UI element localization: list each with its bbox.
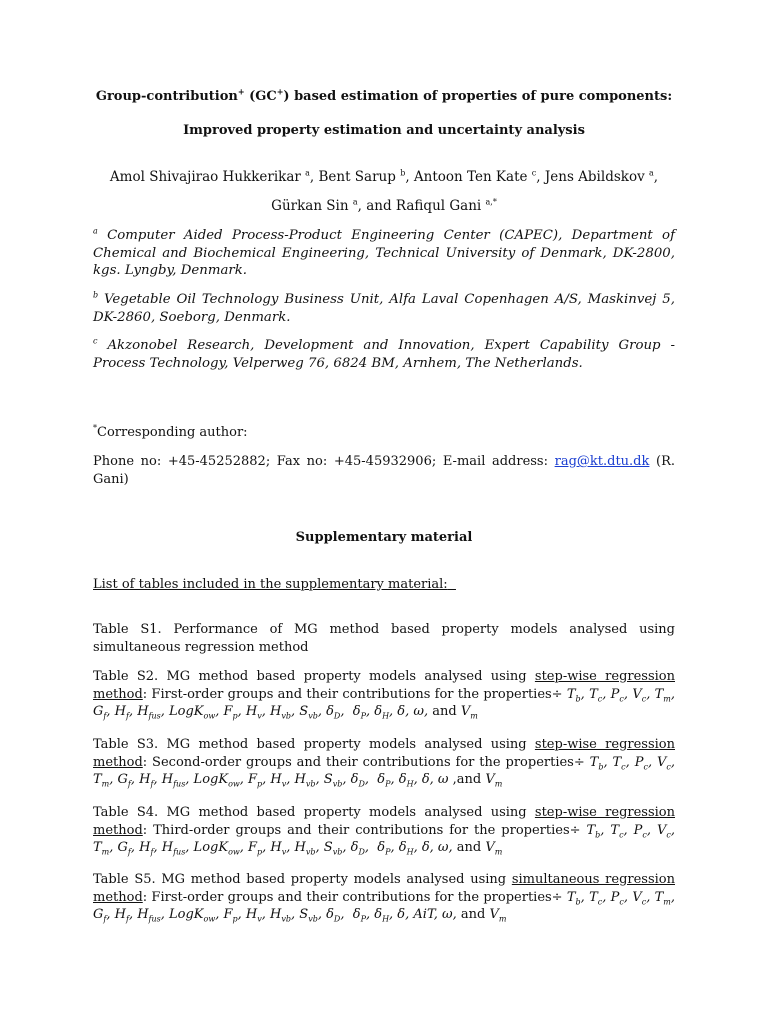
corresponding-author-label: *Corresponding author:: [93, 423, 248, 440]
table-s2-entry: Table S2. MG method based property models analysed using step-wise regression method: First-order groups and their contributions for the properties÷ $T_b$, $T_c$, $P_c$, $V_c$, $T_m$, $G_f$, $H_f$, $H_{fus}$, LogK$_{ow}$, $F_p$, $H_v$, $H_{vb}$, $S_{vb}$, $\delta_D$, $\delta_P$, $\delta_H$, δ, ω, and $V_m$: [93, 669, 676, 721]
table-s5-entry: Table S5. MG method based property models analysed using simultaneous regression method: First-order groups and their contributions for the properties÷ $T_b$, $T_c$, $P_c$, $V_c$, $T_m$, $G_f$, $H_f$, $H_{fus}$, LogK$_{ow}$, $F_p$, $H_v$, $H_{vb}$, $S_{vb}$, $\delta_D$, $\delta_P$, $\delta_H$, δ, AiT, ω, and $V_m$: [93, 872, 676, 924]
affiliation-b: $^b$ Vegetable Oil Technology Business Unit, Alfa Laval Copenhagen A/S, Maskinvej 5, DK-2860, Soeborg, Denmark.: [93, 290, 675, 325]
email-link[interactable]: rag@kt.dtu.dk: [554, 454, 650, 469]
affiliation-c: $^c$ Akzonobel Research, Development and Innovation, Expert Capability Group - Process Technology, Velperweg 76, 6824 BM, Arnhem, The Netherlands.: [93, 336, 675, 371]
table-s1-entry: Table S1. Performance of MG method based property models analysed using simultaneous regression method: [93, 622, 675, 655]
supplementary-heading: Supplementary material: [295, 530, 473, 545]
author-list-line2: Gürkan Sin $^a$, and Rafiqul Gani $^{a,*}$: [271, 197, 497, 214]
paper-title-line2: Improved property estimation and uncertainty analysis: [183, 123, 585, 138]
table-list-heading: List of tables included in the supplementary material:: [93, 577, 448, 592]
paper-title-line1: Group-contribution+ (GC+) based estimation of properties of pure components:: [95, 86, 673, 104]
author-list-line1: Amol Shivajirao Hukkerikar $^a$, Bent Sarup $^b$, Antoon Ten Kate $^c$, Jens Abildskov $^a$,: [109, 168, 659, 185]
contact-info: Phone no: +45-45252882; Fax no: +45-45932906; E-mail address: rag@kt.dtu.dk (R. Gani): [93, 454, 675, 487]
table-s3-entry: Table S3. MG method based property models analysed using step-wise regression method: Second-order groups and their contributions for the properties÷ $T_b$, $T_c$, $P_c$, $V_c$, $T_m$, $G_f$, $H_f$, $H_{fus}$, LogK$_{ow}$, $F_p$, $H_v$, $H_{vb}$, $S_{vb}$, $\delta_D$, $\delta_P$, $\delta_H$, δ, ω ,and $V_m$: [93, 737, 675, 789]
affiliation-a: $^a$ Computer Aided Process-Product Engineering Center (CAPEC), Department of Chemical and Biochemical Engineering, Technical University of Denmark, DK-2800, kgs. Lyngby, Denmark.: [93, 226, 675, 278]
table-s4-entry: Table S4. MG method based property models analysed using step-wise regression method: Third-order groups and their contributions for the properties÷ $T_b$, $T_c$, $P_c$, $V_c$, $T_m$, $G_f$, $H_f$, $H_{fus}$, LogK$_{ow}$, $F_p$, $H_v$, $H_{vb}$, $S_{vb}$, $\delta_D$, $\delta_P$, $\delta_H$, δ, ω, and $V_m$: [93, 805, 676, 857]
